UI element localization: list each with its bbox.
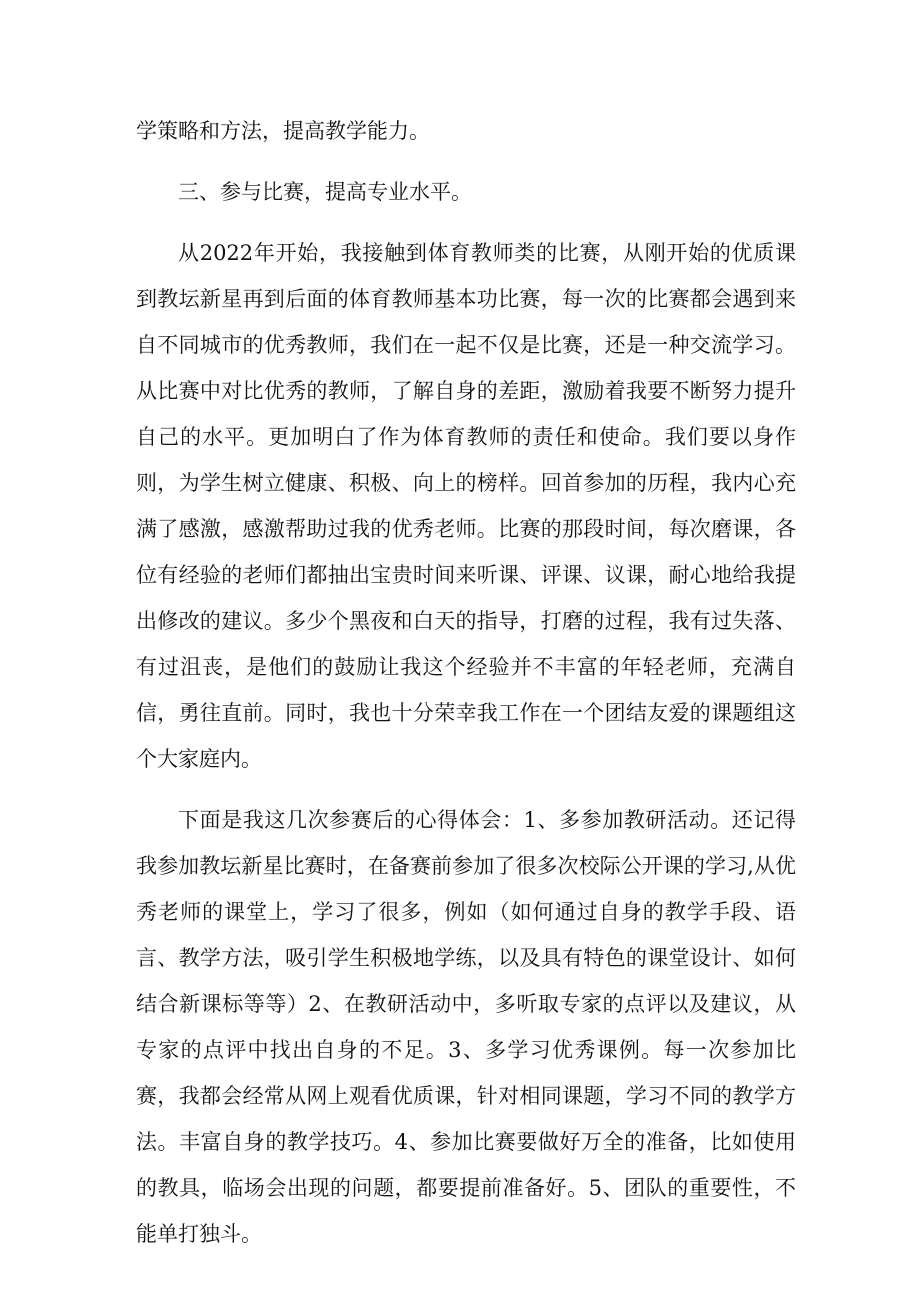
paragraph-continuation: 学策略和方法，提高教学能力。: [136, 119, 430, 143]
paragraph-reflections: 下面是我这几次参赛后的心得体会：1、多参加教研活动。还记得我参加教坛新星比赛时，在备赛前参加了很多次校际公开课的学习,从优秀老师的课堂上，学习了很多，例如（如何通过自身的教学手段、语言、教学方法，吸引学生积极地学练，以及具有特色的课堂设计、如何结合新课标等等）2、在教研活动中，多听取专家的点评以及建议，从专家的点评中找出自身的不足。3、多学习优秀课例。每一次参加比赛，我都会经常从网上观看优质课，针对相同课题，学习不同的教学方法。丰富自身的教学技巧。4、参加比赛要做好万全的准备，比如使用的教具，临场会出现的问题，都要提前准备好。5、团队的重要性，不能单打独斗。: [136, 808, 796, 1246]
section-heading-3: 三、参与比赛，提高专业水平。: [178, 180, 472, 204]
paragraph-competition-experience: 从2022年开始，我接触到体育教师类的比赛，从刚开始的优质课到教坛新星再到后面的体育教师基本功比赛，每一次的比赛都会遇到来自不同城市的优秀教师，我们在一起不仅是比赛，还是一种交流学习。从比赛中对比优秀的教师，了解自身的差距，激励着我要不断努力提升自己的水平。更加明白了作为体育教师的责任和使命。我们要以身作则，为学生树立健康、积极、向上的榜样。回首参加的历程，我内心充满了感激，感激帮助过我的优秀老师。比赛的那段时间，每次磨课，各位有经验的老师们都抽出宝贵时间来听课、评课、议课，耐心地给我提出修改的建议。多少个黑夜和白天的指导，打磨的过程，我有过失落、有过沮丧，是他们的鼓励让我这个经验并不丰富的年轻老师，充满自信，勇往直前。同时，我也十分荣幸我工作在一个团结友爱的课题组这个大家庭内。: [136, 241, 796, 771]
document-body: [136, 108, 796, 1257]
